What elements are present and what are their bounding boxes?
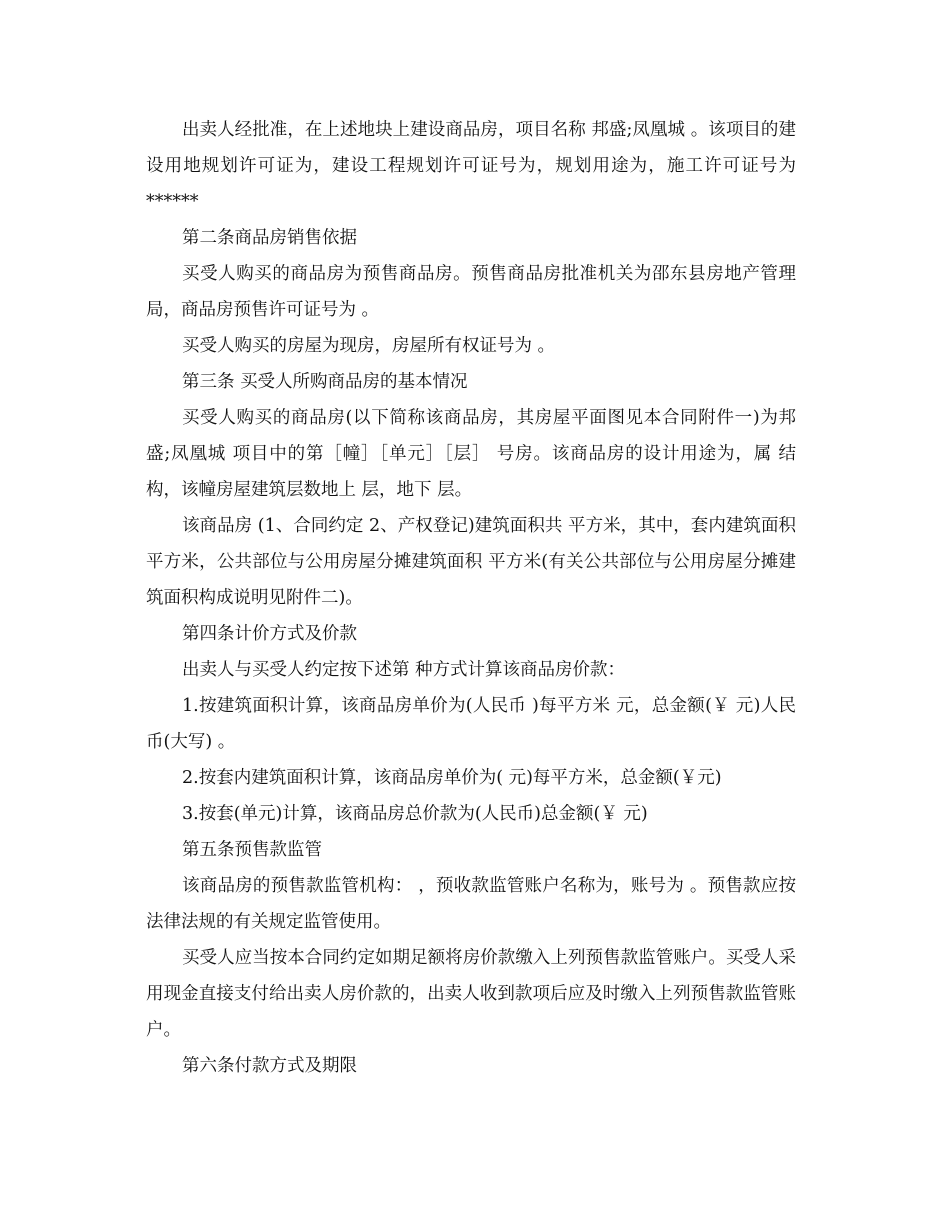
paragraph-supervision-agency: 该商品房的预售款监管机构： ，预收款监管账户名称为，账号为 。预售款应按法律法规的有关规定监管使用。	[146, 876, 796, 932]
heading-article-3: 第三条 买受人所购商品房的基本情况	[182, 372, 468, 392]
paragraph-presale-basis: 买受人购买的商品房为预售商品房。预售商品房批准机关为邵东县房地产管理局，商品房预售许可证号为 。	[146, 264, 796, 320]
heading-article-4: 第四条计价方式及价款	[182, 624, 357, 644]
paragraph-pricing-option-2: 2.按套内建筑面积计算，该商品房单价为( 元)每平方米，总金额(￥元)	[182, 768, 722, 788]
paragraph-project-approval: 出卖人经批准，在上述地块上建设商品房，项目名称 邦盛;凤凰城 。该项目的建设用地规划许可证为，建设工程规划许可证号为，规划用途为，施工许可证号为******	[146, 120, 796, 212]
paragraph-payment-deposit: 买受人应当按本合同约定如期足额将房价款缴入上列预售款监管账户。买受人采用现金直接支付给出卖人房价款的，出卖人收到款项后应及时缴入上列预售款监管账户。	[146, 948, 796, 1040]
document-body	[146, 112, 796, 1084]
paragraph-house-info: 买受人购买的商品房(以下简称该商品房，其房屋平面图见本合同附件一)为邦盛;凤凰城 项目中的第［幢］［单元］［层］ 号房。该商品房的设计用途为，属 结构，该幢房屋建筑层数地上 层，地下 层。	[146, 408, 796, 500]
heading-article-2: 第二条商品房销售依据	[182, 228, 357, 248]
heading-article-6: 第六条付款方式及期限	[182, 1056, 357, 1076]
paragraph-pricing-option-3: 3.按套(单元)计算，该商品房总价款为(人民币)总金额(￥ 元)	[182, 804, 648, 824]
heading-article-5: 第五条预售款监管	[182, 840, 322, 860]
paragraph-building-area: 该商品房 (1、合同约定 2、产权登记)建筑面积共 平方米，其中，套内建筑面积 平方米，公共部位与公用房屋分摊建筑面积 平方米(有关公共部位与公用房屋分摊建筑面积构成说明见附件二)。	[146, 516, 796, 608]
paragraph-pricing-option-1: 1.按建筑面积计算，该商品房单价为(人民币 )每平方米 元，总金额(￥ 元)人民币(大写) 。	[146, 696, 796, 752]
paragraph-existing-house: 买受人购买的房屋为现房，房屋所有权证号为 。	[182, 336, 556, 356]
paragraph-pricing-method: 出卖人与买受人约定按下述第 种方式计算该商品房价款：	[182, 660, 626, 680]
